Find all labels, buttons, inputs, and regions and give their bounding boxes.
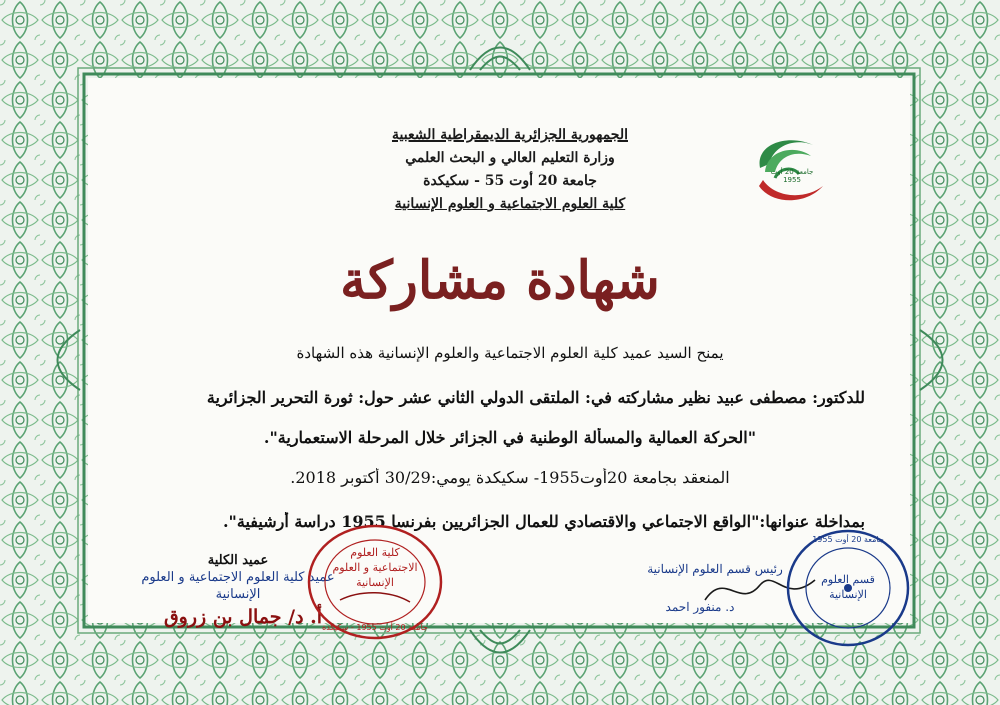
department-seal-text	[808, 572, 888, 602]
header-faculty: كلية العلوم الاجتماعية و العلوم الإنسانية	[394, 196, 626, 212]
department-signature: د. منفور احمد	[665, 600, 735, 614]
logo-text: جامعة 20 أوت 1955	[770, 168, 814, 184]
seal-right-line-2: الإنسانية	[829, 588, 867, 601]
seal-left-line-3: الإنسانية	[356, 576, 394, 589]
department-label: رئيس قسم العلوم الإنسانية	[647, 562, 783, 576]
body-line-2: للدكتور: مصطفى عبيد نظير مشاركته في: الملتقى الدولي الثاني عشر حول: ثورة التحرير الجزائرية	[206, 388, 865, 407]
body-line-5: بمداخلة عنوانها:"الواقع الاجتماعي والاقتصادي للعمال الجزائريين بفرنسا 1955 دراسة أرشيفية".	[222, 512, 865, 531]
body-line-4: المنعقد بجامعة 20أوت1955- سكيكدة يومي:30/29 أكتوبر 2018.	[290, 468, 730, 487]
faculty-seal-text	[330, 545, 420, 590]
dean-name: أ. د/ جمال بن زروق	[163, 606, 323, 628]
body-line-1: يمنح السيد عميد كلية العلوم الاجتماعية والعلوم الإنسانية هذه الشهادة	[296, 344, 724, 362]
dean-title: عميد كلية العلوم الاجتماعية و العلوم	[141, 570, 335, 585]
seal-right-ring: جامعة 20 أوت 1955	[812, 535, 884, 544]
body-line-3: "الحركة العمالية والمسألة الوطنية في الجزائر خلال المرحلة الاستعمارية".	[263, 428, 757, 447]
certificate-title: شهادة مشاركة	[340, 250, 660, 311]
certificate-header	[300, 124, 720, 216]
seal-right-line-1: قسم العلوم	[821, 573, 875, 586]
seal-left-ring: جامعة 20 أوت 1955 - سكيكدة	[322, 623, 428, 632]
header-ministry: وزارة التعليم العالي و البحث العلمي	[405, 150, 615, 166]
dean-label: عميد الكلية	[207, 553, 269, 568]
header-university: جامعة 20 أوت 55 - سكيكدة	[423, 173, 597, 189]
header-republic: الجمهورية الجزائرية الديمقراطية الشعبية	[391, 127, 628, 143]
seal-left-line-1: كلية العلوم	[350, 546, 400, 559]
dean-title-2: الإنسانية	[215, 587, 261, 602]
seal-left-line-2: الاجتماعية و العلوم	[332, 561, 418, 574]
